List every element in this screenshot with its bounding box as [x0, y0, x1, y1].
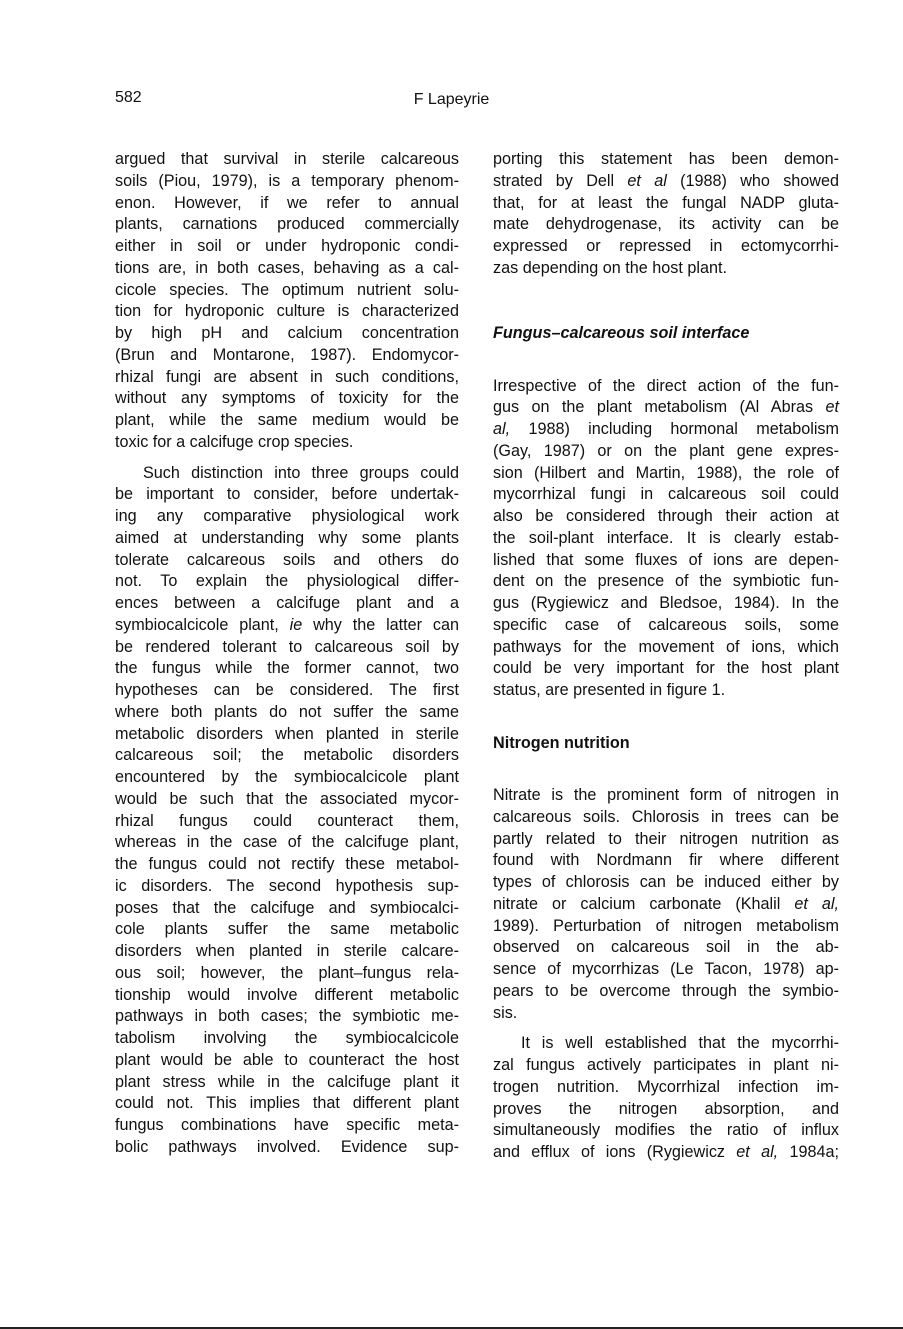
- text-line: found with Nordmann fir where different: [493, 851, 839, 870]
- text-line: the soil-plant interface. It is clearly estab-: [493, 528, 839, 547]
- text-line: zas depending on the host plant.: [493, 258, 727, 277]
- text-line: disorders when planted in sterile calcare-: [115, 942, 459, 960]
- text-line: rhizal fungus could counteract them,: [115, 811, 459, 830]
- text-line: Irrespective of the direct action of the fun-: [493, 376, 839, 395]
- text-fragment: why the latter can: [302, 615, 459, 634]
- text-line: cicole species. The optimum nutrient solu-: [115, 280, 459, 299]
- text-line: pathways in both cases; the symbiotic me-: [115, 1007, 459, 1026]
- italic-abbreviation: et al,: [736, 1143, 779, 1161]
- text-line: simultaneously modifies the ratio of influx: [493, 1121, 839, 1140]
- text-line: mycorrhizal fungi in calcareous soil could: [493, 485, 839, 504]
- text-line: where both plants do not suffer the same: [115, 702, 459, 721]
- text-line: types of chlorosis can be induced either by: [493, 873, 839, 891]
- text-line: bolic pathways involved. Evidence sup-: [115, 1137, 459, 1156]
- text-line: metabolic disorders when planted in sterile: [115, 724, 459, 743]
- text-line: proves the nitrogen absorption, and: [493, 1099, 839, 1118]
- text-line: pears to be overcome through the symbio-: [493, 981, 839, 1000]
- section-gap: [493, 280, 839, 302]
- text-line: [493, 171, 839, 193]
- text-line: tions are, in both cases, behaving as a cal-: [115, 258, 459, 277]
- section-gap: [493, 367, 839, 376]
- text-line: tabolism involving the symbiocalcicole: [115, 1029, 459, 1047]
- text-line: could not. This implies that different plant: [115, 1094, 459, 1113]
- text-line: specific case of calcareous soils, some: [493, 615, 839, 634]
- text-line: (Brun and Montarone, 1987). Endomycor-: [115, 345, 459, 364]
- text-line: lished that some fluxes of ions are depen-: [493, 550, 839, 569]
- text-line: that, for at least the fungal NADP gluta-: [493, 193, 839, 212]
- section-gap: [493, 301, 839, 323]
- text-line: calcareous soils. Chlorosis in trees can be: [493, 807, 839, 826]
- text-line: partly related to their nitrogen nutrition as: [493, 829, 839, 848]
- paragraph-gap: [493, 1024, 839, 1033]
- text-line: rhizal fungi are absent in such conditions,: [115, 367, 459, 386]
- text-line: [493, 397, 839, 419]
- text-line: [493, 1142, 839, 1164]
- section-gap: [493, 724, 839, 733]
- text-line: [115, 615, 459, 637]
- text-line: ing any comparative physiological work: [115, 507, 459, 525]
- text-fragment: (1988) who showed: [666, 171, 839, 190]
- italic-abbreviation: et al: [627, 171, 667, 190]
- page-number: 582: [115, 89, 142, 106]
- text-fragment: 1984a;: [778, 1143, 839, 1161]
- section-gap: [493, 776, 839, 785]
- text-line: observed on calcareous soil in the ab-: [493, 938, 839, 957]
- text-line: ic disorders. The second hypothesis sup-: [115, 876, 459, 895]
- text-fragment: 1988) including hormonal metabolism: [510, 420, 839, 438]
- text-line: hypotheses can be considered. The first: [115, 681, 459, 699]
- text-line: plant, while the same medium would be: [115, 411, 459, 429]
- text-line: could be very important for the host plant: [493, 659, 839, 678]
- running-head-author: F Lapeyrie: [413, 91, 490, 108]
- text-line: (Gay, 1987) or on the plant gene expres-: [493, 441, 839, 460]
- text-line: the fungus could not rectify these metabol-: [115, 855, 459, 873]
- text-line: [493, 419, 839, 441]
- text-line: ous soil; however, the plant–fungus rela-: [115, 963, 459, 982]
- section-heading: Nitrogen nutrition: [493, 733, 630, 752]
- section-heading: Fungus–calcareous soil interface: [493, 324, 750, 342]
- text-line: trogen nutrition. Mycorrhizal infection im-: [493, 1077, 839, 1096]
- section-gap: [493, 702, 839, 724]
- text-line: sence of mycorrhizas (Le Tacon, 1978) ap-: [493, 960, 839, 978]
- italic-abbreviation: al,: [493, 420, 511, 438]
- text-line: porting this statement has been demon-: [493, 150, 839, 168]
- text-line: argued that survival in sterile calcareous: [115, 150, 459, 168]
- text-line: pathways for the movement of ions, which: [493, 637, 839, 656]
- text-line: zal fungus actively participates in plant ni-: [493, 1056, 839, 1074]
- text-line: expressed or repressed in ectomycorrhi-: [493, 237, 839, 255]
- text-line: mate dehydrogenase, its activity can be: [493, 215, 839, 234]
- text-line: dent on the presence of the symbiotic fun-: [493, 572, 839, 591]
- text-fragment: gus on the plant metabolism (Al Abras: [493, 398, 826, 417]
- text-line: whereas in the case of the calcifuge plant,: [115, 833, 459, 852]
- section-gap: [493, 754, 839, 776]
- text-line: status, are presented in figure 1.: [493, 681, 726, 699]
- text-line: without any symptoms of toxicity for the: [115, 389, 459, 408]
- text-line: plant stress while in the calcifuge plant it: [115, 1072, 459, 1091]
- text-line: gus (Rygiewicz and Bledsoe, 1984). In the: [493, 594, 839, 612]
- text-line: cole plants suffer the same metabolic: [115, 920, 459, 939]
- text-line: [493, 894, 839, 916]
- text-line: encountered by the symbiocalcicole plant: [115, 768, 459, 786]
- text-line: be important to consider, before undertak-: [115, 485, 459, 504]
- text-fragment: strated by Dell: [493, 171, 628, 190]
- text-line: tion for hydroponic culture is characterized: [115, 302, 459, 321]
- text-line: the fungus while the former cannot, two: [115, 659, 459, 678]
- text-line: either in soil or under hydroponic condi-: [115, 237, 459, 255]
- text-line: be rendered tolerant to calcareous soil by: [115, 637, 459, 656]
- italic-abbreviation: ie: [289, 615, 303, 634]
- text-line: It is well established that the mycorrhi-: [521, 1034, 839, 1053]
- italic-abbreviation: et al,: [794, 894, 839, 913]
- text-line: sis.: [493, 1003, 518, 1022]
- text-fragment: and efflux of ions (Rygiewicz: [493, 1143, 737, 1161]
- text-line: by high pH and calcium concentration: [115, 324, 459, 342]
- text-line: soils (Piou, 1979), is a temporary phenom-: [115, 171, 459, 190]
- text-line: tolerate calcareous soils and others do: [115, 550, 459, 569]
- text-line: would be such that the associated mycor-: [115, 789, 459, 808]
- text-line: plants, carnations produced commercially: [115, 215, 459, 234]
- section-gap: [493, 345, 839, 367]
- text-line: sion (Hilbert and Martin, 1988), the role of: [493, 463, 839, 482]
- text-fragment: symbiocalcicole plant,: [115, 615, 290, 634]
- right-column: [493, 149, 839, 1164]
- text-line: fungus combinations have specific meta-: [115, 1116, 459, 1134]
- text-line: toxic for a calcifuge crop species.: [115, 432, 354, 451]
- paragraph-gap: [115, 454, 459, 463]
- left-column: [115, 149, 459, 1159]
- text-line: tionship would involve different metabolic: [115, 985, 459, 1004]
- italic-abbreviation: et: [825, 398, 839, 417]
- text-line: Such distinction into three groups could: [143, 463, 459, 482]
- text-line: 1989). Perturbation of nitrogen metabolism: [493, 916, 839, 935]
- text-line: ences between a calcifuge plant and a: [115, 594, 459, 612]
- text-line: enon. However, if we refer to annual: [115, 193, 459, 212]
- text-line: poses that the calcifuge and symbiocalci-: [115, 898, 459, 917]
- text-line: plant would be able to counteract the host: [115, 1050, 459, 1069]
- text-line: also be considered through their action at: [493, 507, 839, 525]
- text-line: not. To explain the physiological differ-: [115, 572, 459, 591]
- text-line: calcareous soil; the metabolic disorders: [115, 746, 459, 765]
- text-line: Nitrate is the prominent form of nitrogen in: [493, 786, 839, 804]
- text-line: aimed at understanding why some plants: [115, 528, 459, 547]
- text-fragment: nitrate or calcium carbonate (Khalil: [493, 894, 795, 913]
